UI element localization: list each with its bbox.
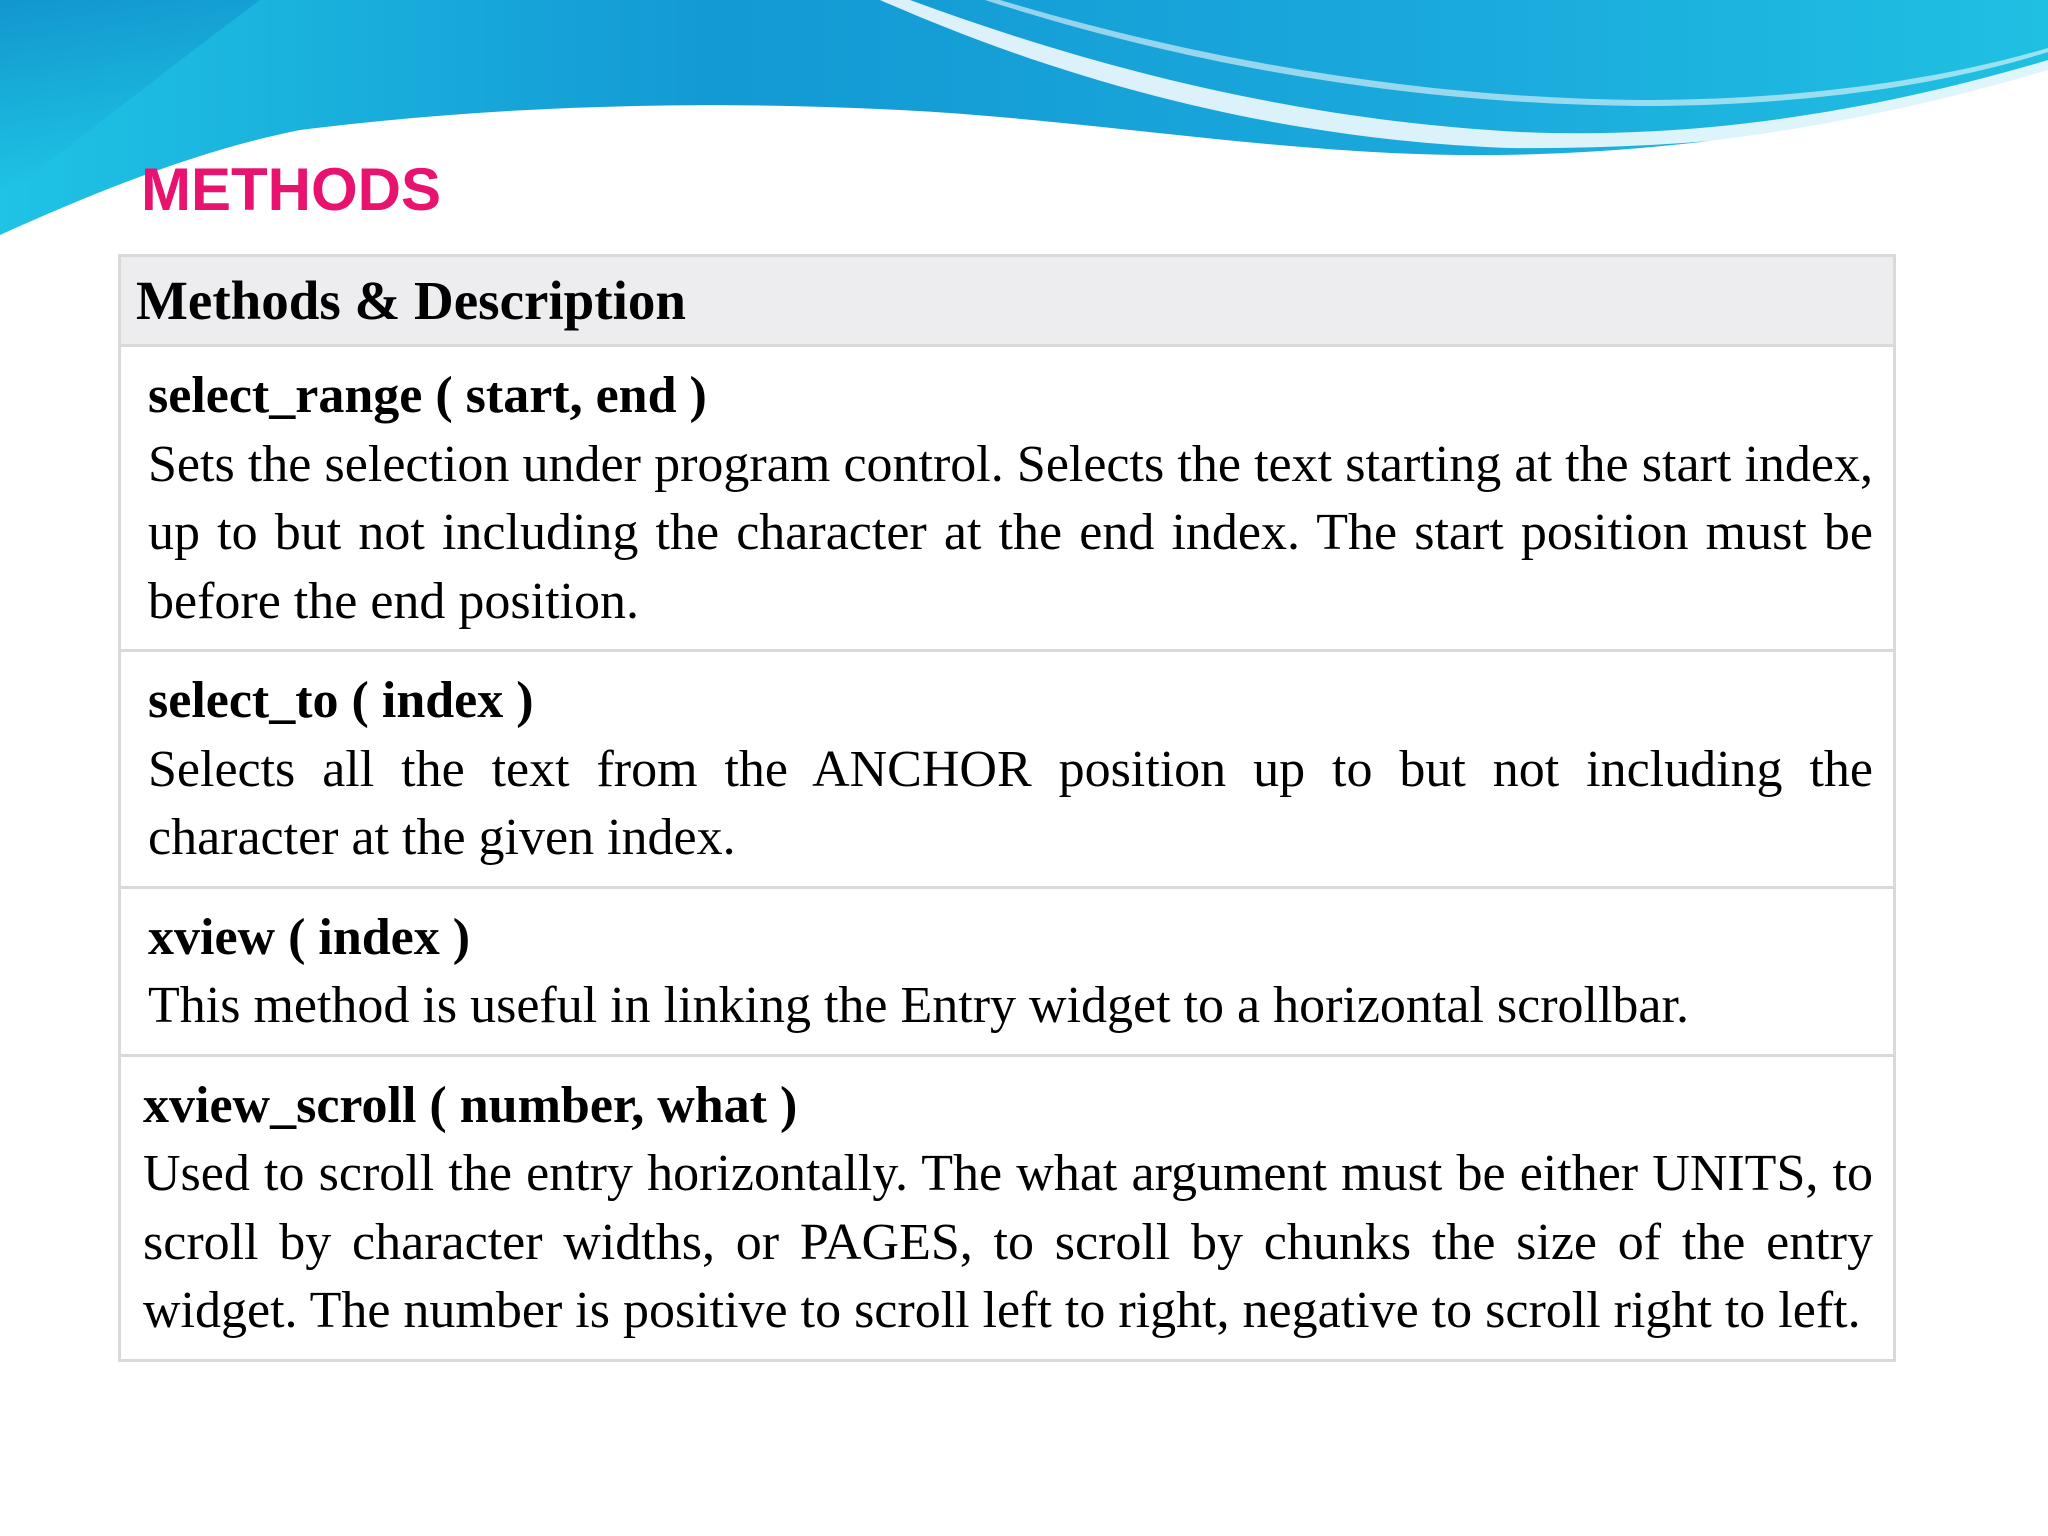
table-row xyxy=(120,651,1895,888)
method-description: This method is useful in linking the Entry widget to a horizontal scrollbar. xyxy=(148,977,1689,1034)
method-description: Used to scroll the entry horizontally. The what argument must be either UNITS, to scroll by character widths, or PAGES, to scroll by chunks the size of the entry widget. The number is positive to scroll left to right, negative to scroll right to left. xyxy=(143,1145,1873,1339)
slide-title: METHODS xyxy=(141,156,441,223)
method-name: select_to ( index ) xyxy=(148,672,534,729)
method-description: Selects all the text from the ANCHOR position up to but not including the character at the given index. xyxy=(148,740,1873,866)
table-row xyxy=(120,346,1895,651)
table-header-cell: Methods & Description xyxy=(120,256,1895,346)
table-row xyxy=(120,1055,1895,1360)
method-cell xyxy=(120,1055,1895,1360)
method-cell xyxy=(120,651,1895,888)
method-name: select_range ( start, end ) xyxy=(148,367,707,424)
method-cell xyxy=(120,887,1895,1055)
table-header-row xyxy=(120,256,1895,346)
method-cell xyxy=(120,346,1895,651)
table-row xyxy=(120,887,1895,1055)
methods-table xyxy=(118,254,1896,1362)
method-name: xview_scroll ( number, what ) xyxy=(143,1076,798,1134)
method-name: xview ( index ) xyxy=(148,908,471,966)
method-description: Sets the selection under program control. Selects the text starting at the start index, up to but not including the character at the end index. The start position must be before the end position. xyxy=(148,435,1873,630)
